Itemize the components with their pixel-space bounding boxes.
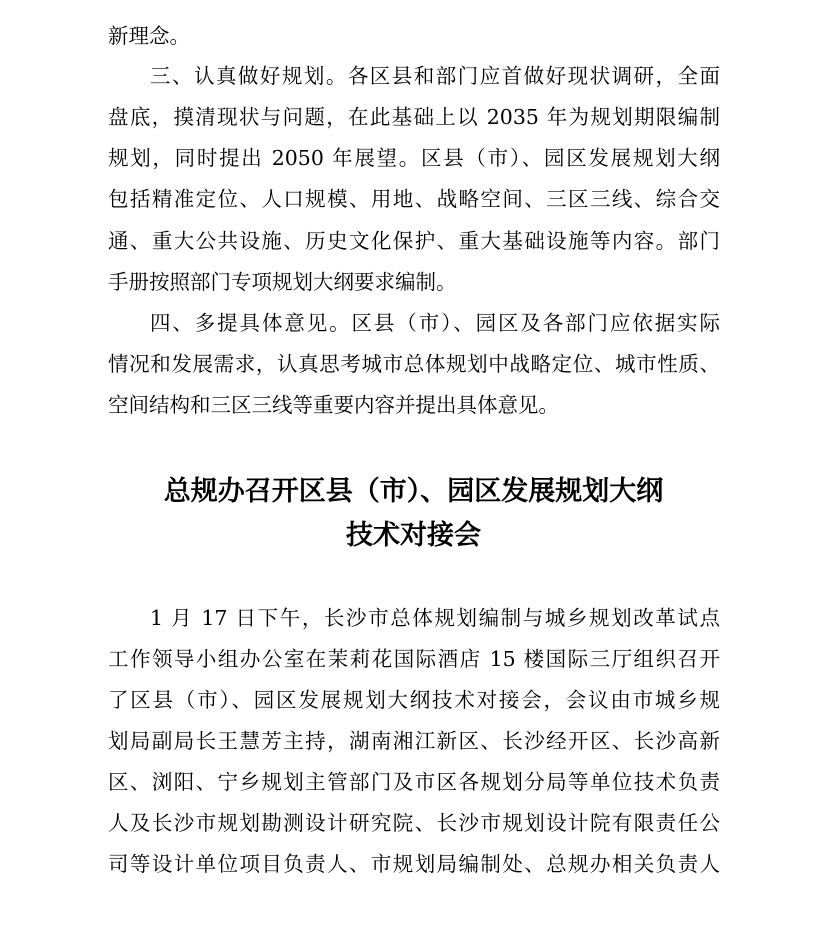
paragraph-line: 通、重大公共设施、历史文化保护、重大基础设施等内容。部门 (108, 229, 720, 253)
paragraph-line: 区、浏阳、宁乡规划主管部门及市区各规划分局等单位技术负责 (108, 770, 720, 794)
paragraph-line: 规划，同时提出 2050 年展望。区县（市）、园区发展规划大纲 (108, 146, 720, 170)
paragraph-line: 盘底，摸清现状与问题，在此基础上以 2035 年为规划期限编制 (108, 105, 720, 129)
article-title-line-1: 总规办召开区县（市）、园区发展规划大纲 (163, 476, 664, 507)
paragraph-line: 手册按照部门专项规划大纲要求编制。 (108, 270, 457, 294)
article-title-line-2: 技术对接会 (346, 520, 481, 551)
paragraph-line: 空间结构和三区三线等重要内容并提出具体意见。 (108, 393, 559, 417)
paragraph-line: 人及长沙市规划勘测设计研究院、长沙市规划设计院有限责任公 (108, 811, 720, 835)
paragraph-line: 了区县（市）、园区发展规划大纲技术对接会，会议由市城乡规 (108, 688, 720, 712)
paragraph-line: 1 月 17 日下午，长沙市总体规划编制与城乡规划改革试点 (150, 606, 720, 630)
paragraph-line: 司等设计单位项目负责人、市规划局编制处、总规办相关负责人 (108, 852, 720, 876)
paragraph-line: 情况和发展需求，认真思考城市总体规划中战略定位、城市性质、 (108, 352, 720, 376)
paragraph-line: 划局副局长王慧芳主持，湖南湘江新区、长沙经开区、长沙高新 (108, 729, 720, 753)
paragraph-line: 工作领导小组办公室在茉莉花国际酒店 15 楼国际三厅组织召开 (108, 647, 720, 671)
paragraph-line: 包括精准定位、人口规模、用地、战略空间、三区三线、综合交 (108, 187, 720, 211)
paragraph-line: 新理念。 (108, 24, 190, 48)
paragraph-line: 三、认真做好规划。各区县和部门应首做好现状调研，全面 (150, 64, 720, 88)
paragraph-line: 四、多提具体意见。区县（市）、园区及各部门应依据实际 (150, 311, 720, 335)
